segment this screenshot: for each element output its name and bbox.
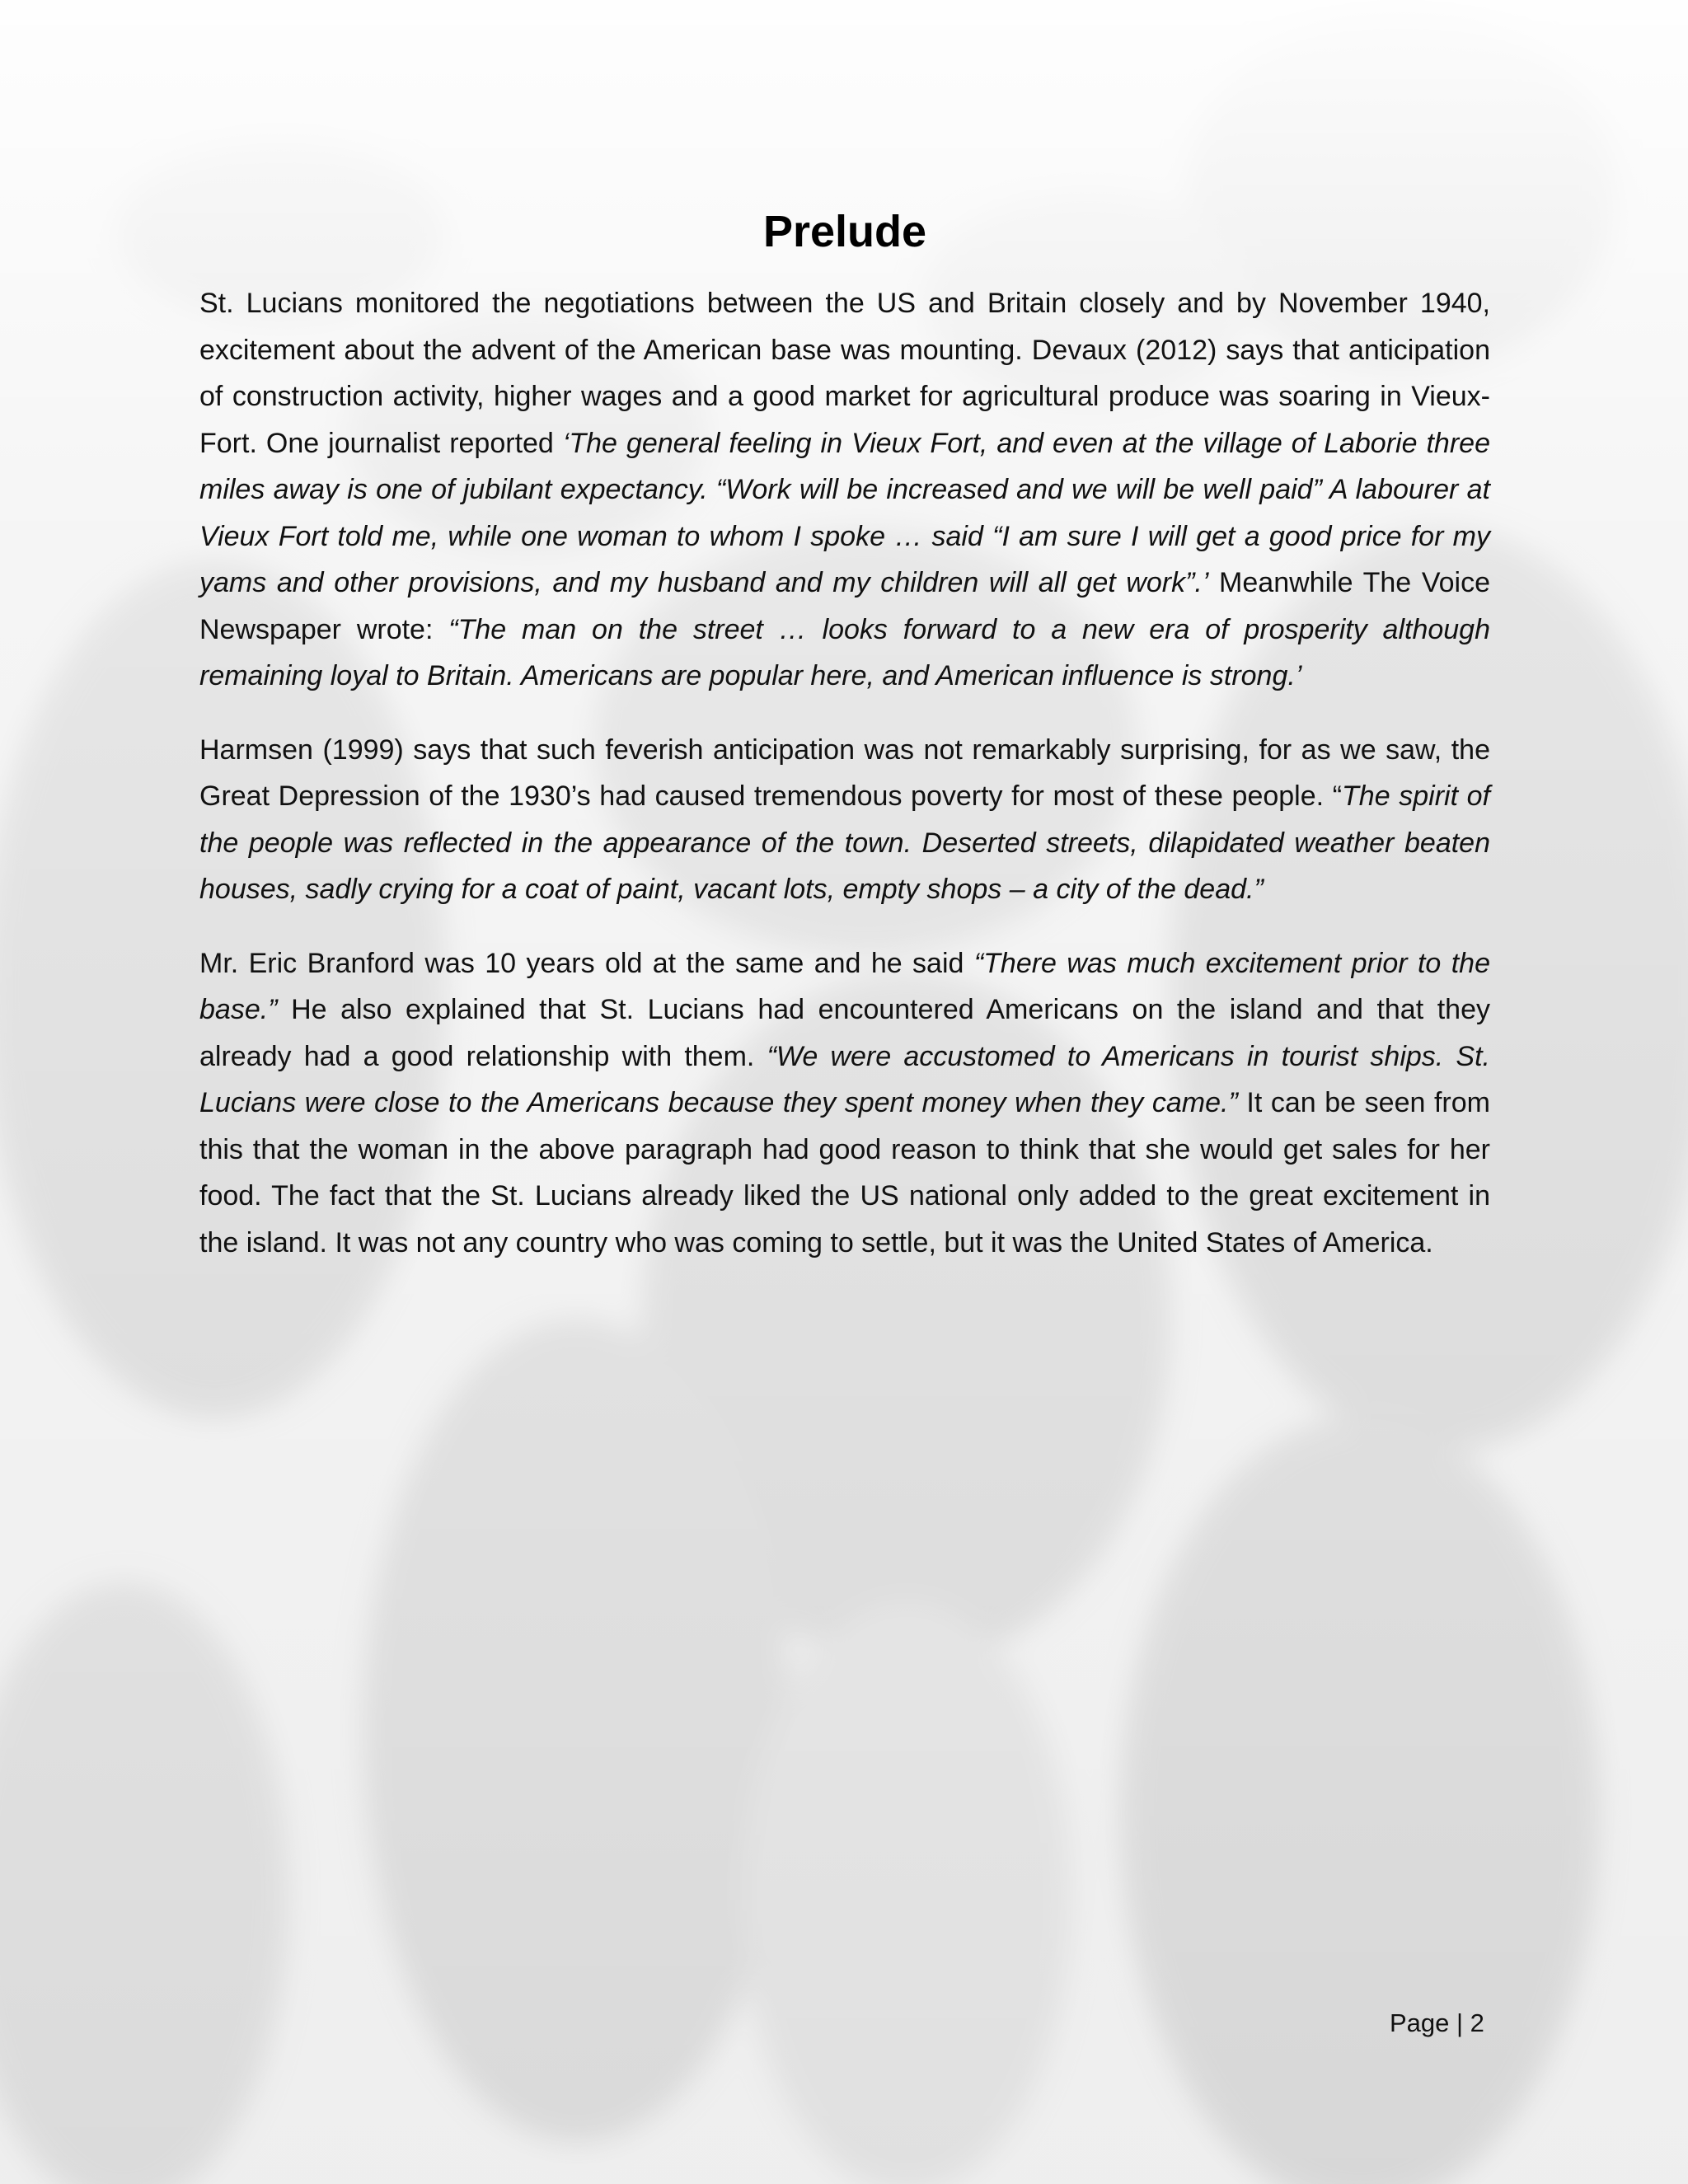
paragraph-text: Harmsen (1999) says that such feverish anticipation was not remarkably surprising, for as we saw, the Great Depression of the 1930’s had caused tremendous poverty for most of these people. “ (199, 733, 1490, 812)
page-number-footer: Page | 2 (1390, 2008, 1484, 2037)
quote-text: “There was much excitement prior to the base.” (199, 947, 1491, 1025)
page-content (199, 206, 1490, 1293)
paragraph-1 (199, 280, 1490, 700)
paragraph-text: St. Lucians monitored the negotiations between the US and Britain closely and by November 1940, excitement about the advent of the American base was mounting. Devaux (2012) says that anticipation of construction activity, higher wages and a good market for agricultural produce was soaring in Vieux-Fort. One journalist reported (199, 288, 1490, 459)
paragraph-text: Meanwhile The Voice Newspaper wrote: (199, 567, 1490, 645)
quote-text: “We were accustomed to Americans in tourist ships. St. Lucians were close to the Americans because they spent money when they came.” (199, 1040, 1490, 1118)
paragraph-text: Mr. Eric Branford was 10 years old at the same and he said (199, 947, 974, 979)
paragraph-text: It can be seen from this that the woman in the above paragraph had good reason to think that she would get sales for her food. The fact that the St. Lucians already liked the US national only added to the great excitement in the island. It was not any country who was coming to settle, but it was the United States of America. (199, 1087, 1490, 1258)
page-title: Prelude (762, 207, 927, 256)
quote-text: “The man on the street … looks forward to a new era of prosperity although remaining loyal to Britain. Americans are popular here, and American influence is strong.’ (199, 613, 1490, 691)
quote-text: ‘The general feeling in Vieux Fort, and even at the village of Laborie three miles away is one of jubilant expectancy. “Work will be increased and we will be well paid” A labourer at Vieux Fort told me, while one woman to whom I spoke … said “I am sure I will get a good price for my yams and other provisions, and my husband and my children will all get work”.’ (199, 427, 1490, 598)
paragraph-3 (199, 940, 1490, 1267)
quote-text: The spirit of the people was reflected in the appearance of the town. Deserted streets, dilapidated weather beaten houses, sadly crying for a coat of paint, vacant lots, empty shops – a city of the dead.” (199, 780, 1490, 905)
paragraph-text: He also explained that St. Lucians had encountered Americans on the island and that they already had a good relationship with them. (199, 994, 1490, 1072)
paragraph-2 (199, 727, 1490, 913)
